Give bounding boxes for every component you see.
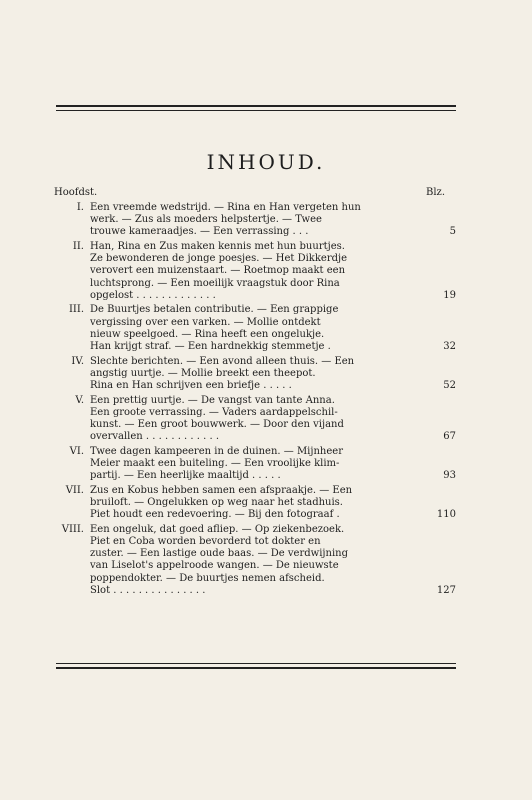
summary-line: nieuw speelgoed. — Rina heeft een ongelukje. (90, 328, 325, 340)
page-number: 110 (436, 509, 456, 521)
page-title: INHOUD. (206, 150, 326, 174)
summary-line: Zus en Kobus hebben samen een afspraakje. — Een (90, 484, 353, 496)
summary-line: opgelost . . . . . . . . . . . . . (90, 289, 216, 301)
chapter-summary (90, 485, 384, 522)
chapter-number: II. (72, 241, 84, 252)
summary-line: Slot . . . . . . . . . . . . . . . (90, 584, 206, 596)
chapter-summary (90, 241, 384, 302)
summary-line: Een prettig uurtje. — De vangst van tante Anna. (90, 394, 335, 406)
chapter-number: V. (75, 394, 84, 406)
summary-line: zuster. — Een lastige oude baas. — De verdwijning (90, 548, 348, 560)
top-rule-thick (56, 105, 456, 107)
page-number: 5 (449, 226, 456, 238)
chapter-column-header: Hoofdst. (54, 187, 98, 198)
summary-line: De Buurtjes betalen contributie. — Een grappige (90, 304, 339, 316)
summary-line: Han krijgt straf. — Een hardnekkig stemmetje . (90, 341, 331, 353)
summary-line: poppendokter. — De buurtjes nemen afscheid. (90, 572, 325, 584)
summary-line: trouwe kameraadjes. — Een verrassing . . . (90, 226, 309, 238)
summary-line: Han, Rina en Zus maken kennis met hun buurtjes. (90, 241, 345, 252)
summary-line: werk. — Zus als moeders helpstertje. — Twee (90, 214, 322, 226)
chapter-summary (90, 304, 384, 353)
summary-line: Een groote verrassing. — Vaders aardappelschil- (90, 406, 338, 418)
summary-line: angstig uurtje. — Mollie breekt een theepot. (90, 367, 316, 379)
summary-line: Piet houdt een redevoering. — Bij den fotograaf . (90, 509, 340, 521)
page-number: 127 (436, 584, 456, 596)
summary-line: Piet en Coba worden bevorderd tot dokter en (90, 536, 321, 548)
chapter-number: IV. (71, 355, 84, 367)
chapter-number: VIII. (61, 523, 84, 535)
summary-line: Twee dagen kampeeren in de duinen. — Mijnheer (90, 445, 343, 457)
top-rule-thin (56, 110, 456, 111)
summary-line: bruiloft. — Ongelukken op weg naar het stadhuis. (90, 497, 343, 509)
chapter-number: VII. (65, 484, 84, 496)
summary-line: Rina en Han schrijven een briefje . . . . . (90, 380, 292, 392)
toc-entry (0, 202, 532, 239)
page-number: 19 (443, 289, 456, 301)
summary-line: overvallen . . . . . . . . . . . . (90, 431, 220, 443)
chapter-number: III. (68, 304, 84, 316)
toc-entry (0, 485, 532, 522)
toc-entry (0, 395, 532, 444)
chapter-summary (90, 446, 384, 483)
summary-line: Een ongeluk, dat goed afliep. — Op ziekenbezoek. (90, 523, 345, 535)
toc-entry (0, 356, 532, 393)
page-number: 93 (443, 470, 456, 482)
summary-line: luchtsprong. — Een moeilijk vraagstuk door Rina (90, 277, 340, 289)
chapter-summary (90, 524, 384, 597)
chapter-summary (90, 395, 384, 444)
summary-line: Ze bewonderen de jonge poesjes. — Het Dikkerdje (90, 253, 348, 265)
summary-line: vergissing over een varken. — Mollie ontdekt (90, 316, 321, 328)
summary-line: Meier maakt een buiteling. — Een vroolijke klim- (90, 458, 340, 470)
page-column-header: Blz. (426, 187, 445, 198)
chapter-summary (90, 202, 384, 239)
summary-line: kunst. — Een groot bouwwerk. — Door den vijand (90, 419, 344, 431)
toc-entry (0, 446, 532, 483)
toc-entry (0, 524, 532, 597)
summary-line: partij. — Een heerlijke maaltijd . . . . . (90, 470, 281, 482)
table-of-contents (0, 202, 532, 599)
toc-entry (0, 304, 532, 353)
bottom-rule-thick (56, 667, 456, 669)
page-number: 52 (443, 380, 456, 392)
summary-line: van Liselot's appelroode wangen. — De nieuwste (90, 560, 339, 572)
summary-line: Een vreemde wedstrijd. — Rina en Han vergeten hun (90, 202, 361, 213)
page-number: 32 (443, 341, 456, 353)
bottom-rule-thin (56, 663, 456, 664)
summary-line: Slechte berichten. — Een avond alleen thuis. — Een (90, 355, 355, 367)
chapter-summary (90, 356, 384, 393)
toc-entry (0, 241, 532, 302)
chapter-number: VI. (69, 445, 84, 457)
summary-line: verovert een muizenstaart. — Roetmop maakt een (90, 265, 346, 277)
chapter-number: I. (76, 202, 84, 213)
page-number: 67 (443, 431, 456, 443)
